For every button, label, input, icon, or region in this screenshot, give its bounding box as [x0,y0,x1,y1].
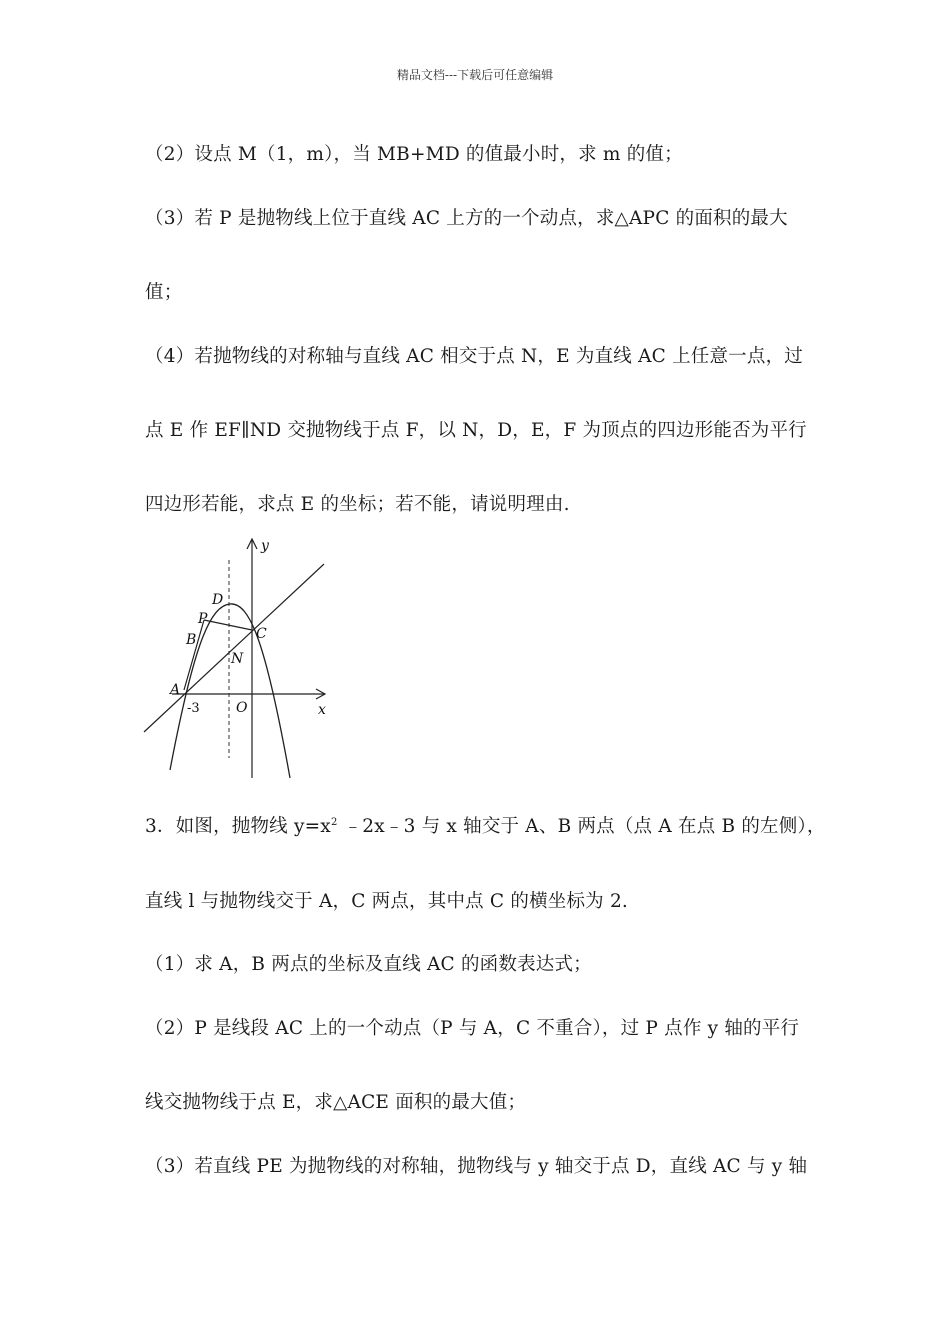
question-4-text-cont: 点 E 作 EF∥ND 交抛物线于点 F，以 N，D，E，F 为顶点的四边形能否为平行 [145,420,807,441]
label-o: O [236,700,248,716]
problem-3-intro-b: ﹣2x﹣3 与 x 轴交于 A、B 两点（点 A 在点 B 的左侧）， [337,816,826,837]
problem-3-intro-cont: 直线 l 与抛物线交于 A，C 两点，其中点 C 的横坐标为 2. [145,891,629,912]
segment-pc [204,620,252,630]
question-2-text: （2）设点 M（1，m），当 MB+MD 的值最小时，求 m 的值； [145,144,683,165]
problem-3-part-3: （3）若直线 PE 为抛物线的对称轴，抛物线与 y 轴交于点 D，直线 AC 与 y 轴 [145,1156,808,1177]
question-4-text: （4）若抛物线的对称轴与直线 AC 相交于点 N，E 为直线 AC 上任意一点，过 [145,346,803,367]
label-c: C [256,626,267,642]
parabola-figure [142,534,332,780]
problem-3-intro-a: 3．如图，抛物线 y=x [145,816,331,837]
label-a: A [170,682,181,698]
question-3-text: （3）若 P 是抛物线上位于直线 AC 上方的一个动点，求△APC 的面积的最大 [145,208,788,229]
problem-3-part-2: （2）P 是线段 AC 上的一个动点（P 与 A，C 不重合），过 P 点作 y 轴的平行 [145,1018,800,1039]
label-x: x [318,702,326,718]
problem-3-intro [145,812,826,838]
label-minus3: -3 [187,701,200,716]
label-d: D [212,592,224,608]
label-y: y [261,538,269,554]
page-header: 精品文档---下载后可任意编辑 [396,68,554,82]
problem-3-part-1: （1）求 A，B 两点的坐标及直线 AC 的函数表达式； [145,954,592,975]
label-n: N [231,651,244,667]
label-p: P [198,611,208,627]
label-b: B [186,632,197,648]
line-ac [144,564,324,732]
exponent: 2 [330,816,338,828]
question-4-text-end: 四边形若能，求点 E 的坐标；若不能，请说明理由. [145,494,570,515]
problem-3-part-2-cont: 线交抛物线于点 E，求△ACE 面积的最大值； [145,1092,527,1113]
question-3-text-cont: 值； [145,282,183,303]
